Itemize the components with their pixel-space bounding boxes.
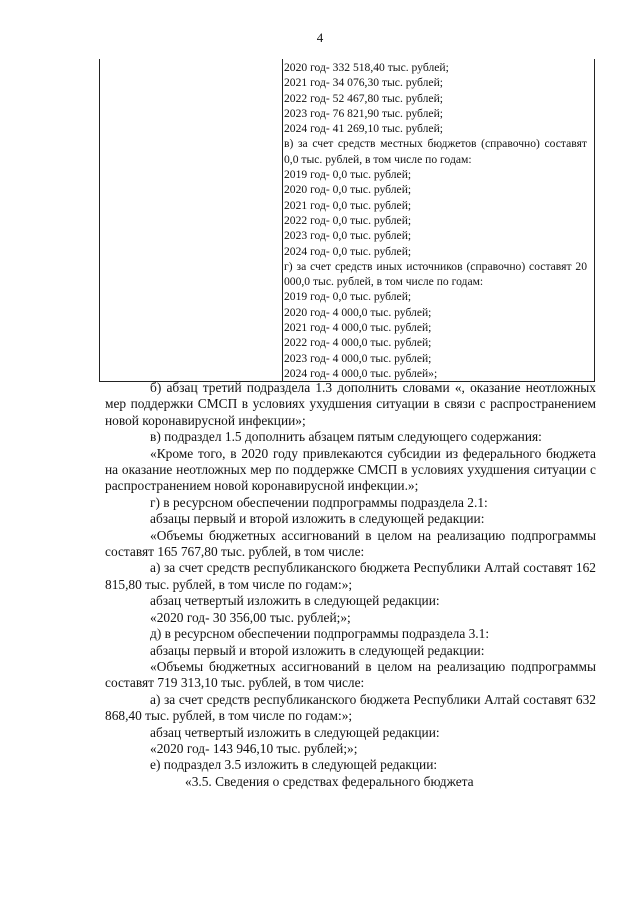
paragraph-volume-1: «Объемы бюджетных ассигнований в целом на реализацию подпрограммы составят 165 767,80 тыс. рублей, в том числе: [105, 527, 596, 560]
other-sources-intro: г) за счет средств иных источников (справочно) составят 20 000,0 тыс. рублей, в том числе по годам: [284, 259, 587, 289]
year-line: 2024 год- 4 000,0 тыс. рублей»; [284, 366, 438, 380]
table-left-cell [100, 59, 283, 381]
paragraph-d: д) в ресурсном обеспечении подпрограммы подраздела 3.1: [150, 626, 490, 642]
paragraph-volume-2: «Объемы бюджетных ассигнований в целом на реализацию подпрограммы составят 719 313,10 тыс. рублей, в том числе: [105, 658, 596, 691]
paragraph-v: в) подраздел 1.5 дополнить абзацем пятым следующего содержания: [150, 429, 542, 445]
document-body [105, 380, 596, 790]
local-budget-intro: в) за счет средств местных бюджетов (справочно) составят 0,0 тыс. рублей, в том числе по годам: [284, 137, 587, 166]
paragraph-e: е) подраздел 3.5 изложить в следующей редакции: [150, 757, 438, 773]
paragraph-year-1: «2020 год- 30 356,00 тыс. рублей;»; [150, 609, 351, 625]
year-line: 2021 год- 0,0 тыс. рублей; [284, 198, 412, 212]
year-line: 2020 год- 4 000,0 тыс. рублей; [284, 305, 432, 319]
year-line: 2021 год- 34 076,30 тыс. рублей; [284, 76, 444, 90]
table-right-cell [284, 60, 587, 381]
section-heading-3-5: «3.5. Сведения о средствах федерального бюджета [185, 773, 474, 789]
year-line: 2023 год- 4 000,0 тыс. рублей; [284, 351, 432, 365]
year-line: 2022 год- 0,0 тыс. рублей; [284, 213, 412, 227]
paragraph-abzacy-1: абзацы первый и второй изложить в следующей редакции: [150, 511, 485, 527]
year-line: 2021 год- 4 000,0 тыс. рублей; [284, 321, 432, 335]
paragraph-abzac-4-2: абзац четвертый изложить в следующей редакции: [150, 724, 440, 740]
paragraph-quote-federal: «Кроме того, в 2020 году привлекаются субсидии из федерального бюджета на оказание неотложных мер по поддержке СМСП в условиях ухудшения ситуации с распространением новой коронавирусной инфекции.»; [105, 445, 596, 494]
paragraph-b: б) абзац третий подраздела 1.3 дополнить словами «, оказание неотложных мер поддержки СМСП в условиях ухудшения ситуации в связи с распространением новой коронавирусной инфекции»; [105, 380, 596, 428]
paragraph-abzacy-2: абзацы первый и второй изложить в следующей редакции: [150, 642, 485, 658]
paragraph-republic-1: а) за счет средств республиканского бюджета Республики Алтай составят 162 815,80 тыс. рублей, в том числе по годам:»; [105, 560, 596, 592]
year-line: 2023 год- 0,0 тыс. рублей; [284, 229, 412, 243]
year-line: 2023 год- 76 821,90 тыс. рублей; [284, 106, 444, 120]
year-line: 2019 год- 0,0 тыс. рублей; [284, 168, 412, 182]
year-line: 2020 год- 0,0 тыс. рублей; [284, 183, 412, 197]
year-line: 2024 год- 41 269,10 тыс. рублей; [284, 122, 444, 136]
resource-table [99, 59, 595, 382]
year-line: 2022 год- 4 000,0 тыс. рублей; [284, 336, 432, 350]
paragraph-republic-2: а) за счет средств республиканского бюджета Республики Алтай составят 632 868,40 тыс. рублей, в том числе по годам:»; [105, 691, 596, 724]
year-line: 2019 год- 0,0 тыс. рублей; [284, 290, 412, 304]
year-line: 2022 год- 52 467,80 тыс. рублей; [284, 91, 444, 105]
paragraph-g: г) в ресурсном обеспечении подпрограммы подраздела 2.1: [150, 494, 488, 510]
page-number: 4 [316, 30, 324, 45]
paragraph-year-2: «2020 год- 143 946,10 тыс. рублей;»; [150, 740, 358, 756]
year-line: 2024 год- 0,0 тыс. рублей; [284, 244, 412, 258]
year-line: 2020 год- 332 518,40 тыс. рублей; [284, 61, 449, 74]
paragraph-abzac-4-1: абзац четвертый изложить в следующей редакции: [150, 593, 440, 609]
